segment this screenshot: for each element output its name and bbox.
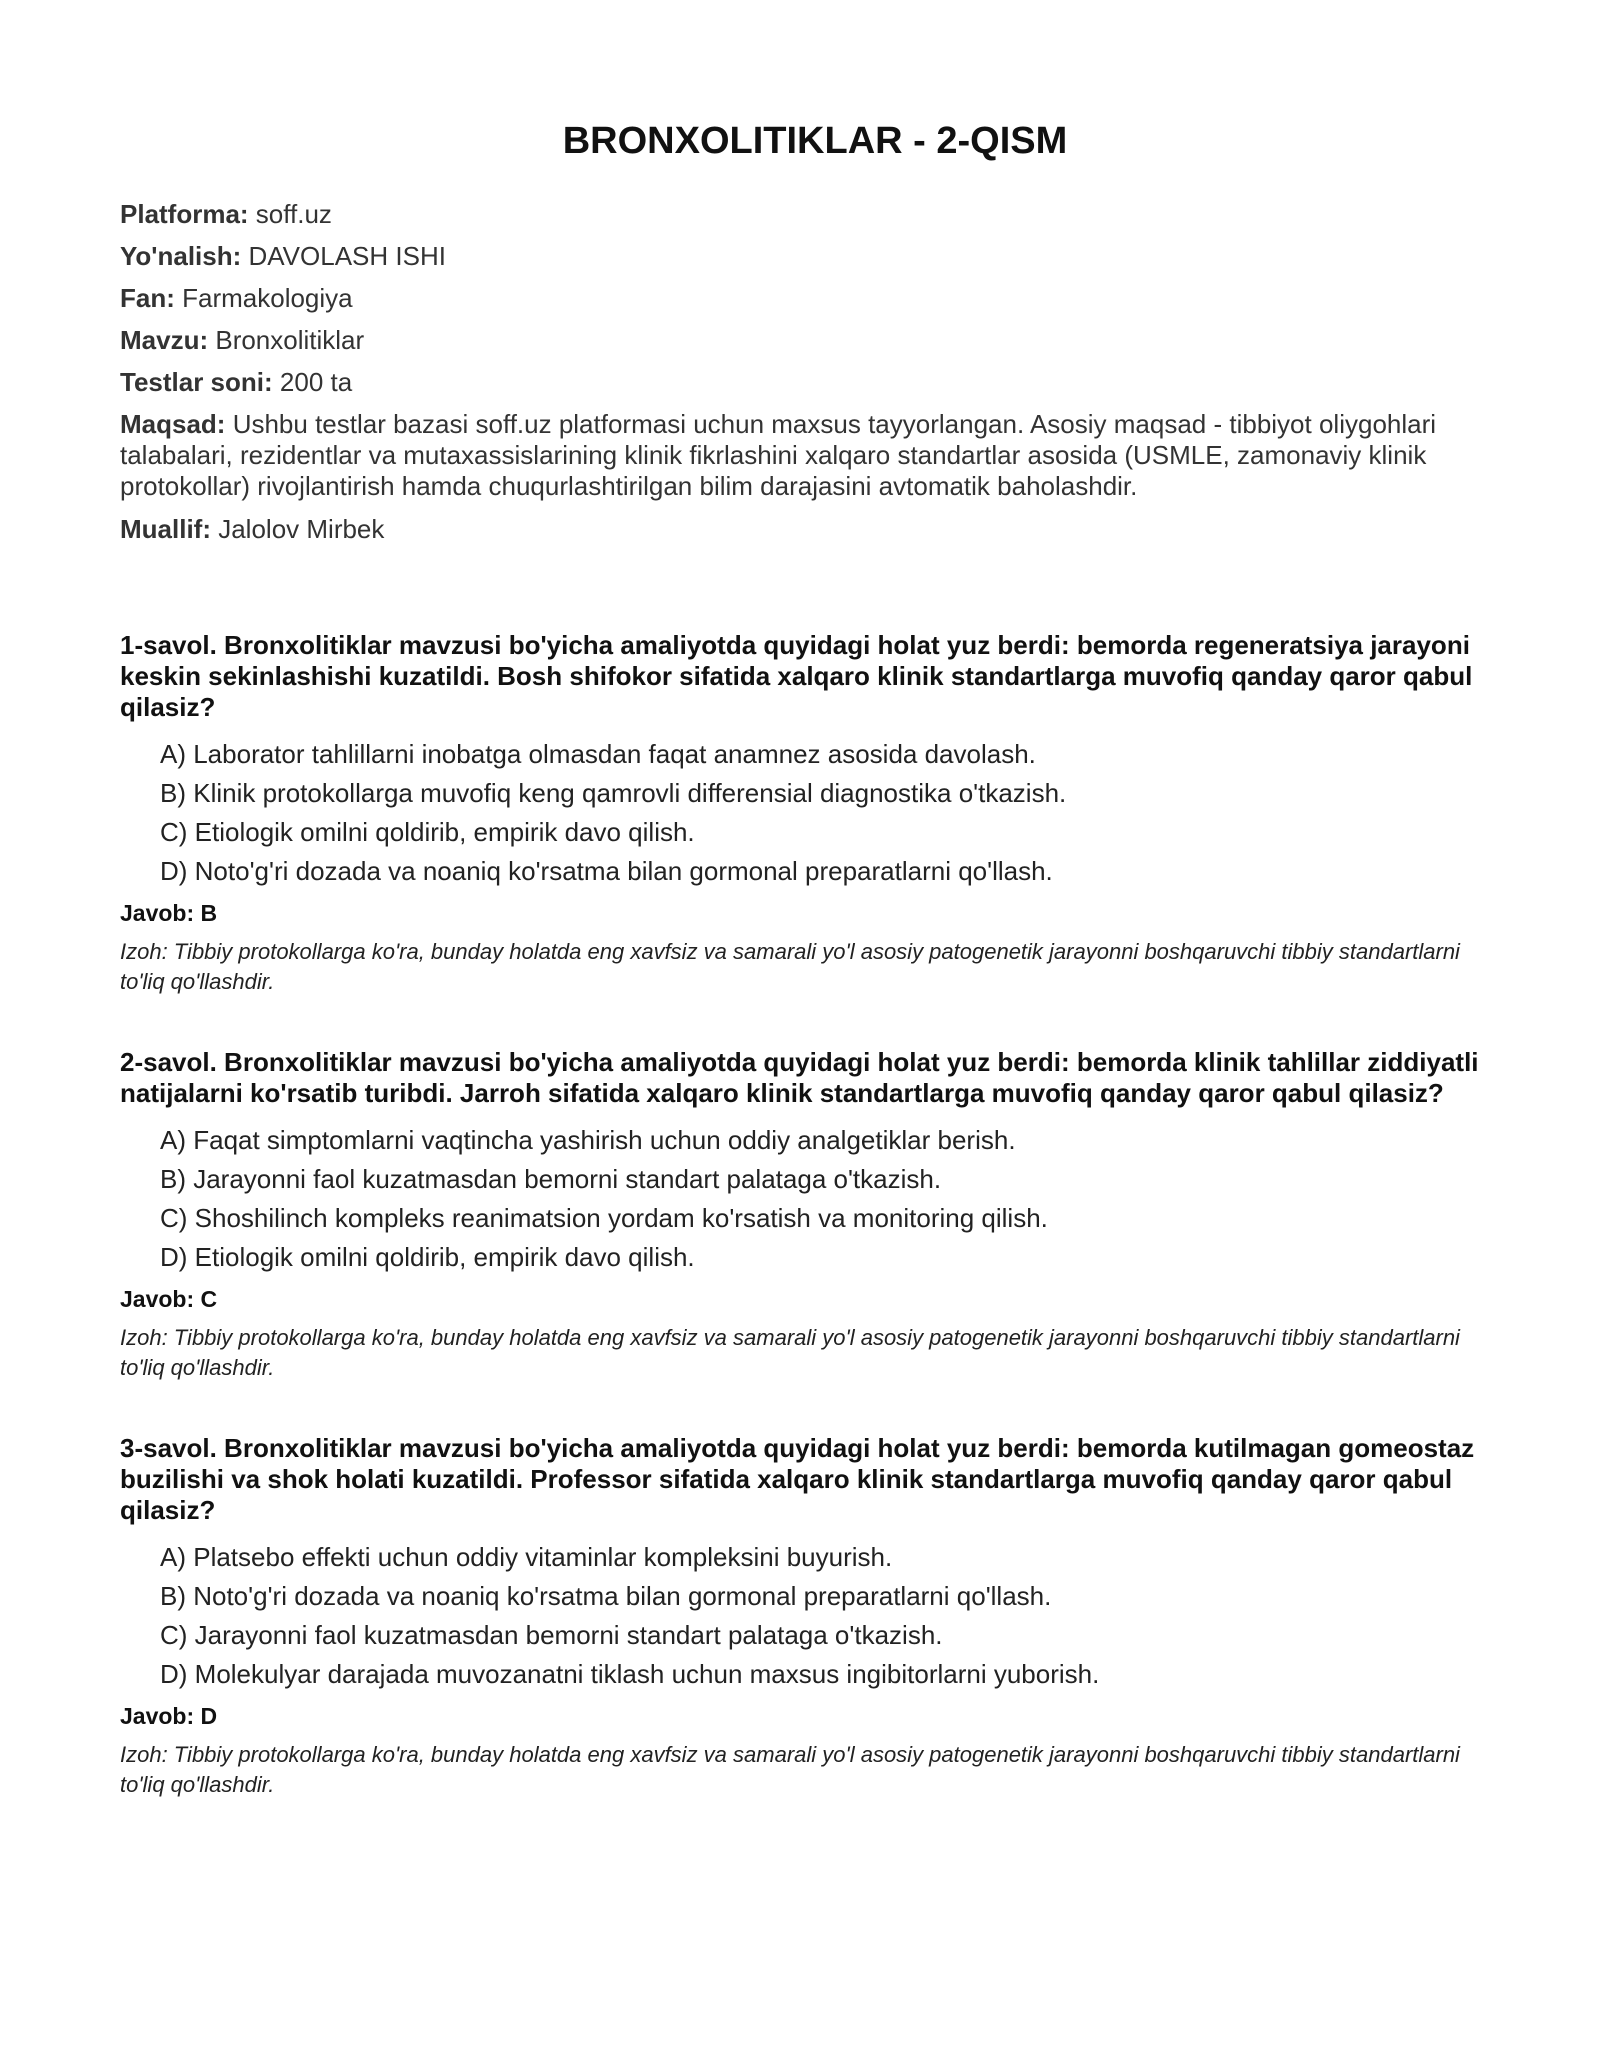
explanation-note: Izoh: Tibbiy protokollarga ko'ra, bunday holatda eng xavfsiz va samarali yo'l asosiy patogenetik jarayonni boshqaruvchi tibbiy standartlarni to'liq qo'llashdir. — [120, 1325, 1460, 1380]
option-b: B) Jarayonni faol kuzatmasdan bemorni standart palataga o'tkazish. — [160, 1164, 942, 1194]
option-d: D) Noto'g'ri dozada va noaniq ko'rsatma bilan gormonal preparatlarni qo'llash. — [160, 856, 1053, 886]
question-text: 3-savol. Bronxolitiklar mavzusi bo'yicha amaliyotda quyidagi holat yuz berdi: bemorda kutilmagan gomeostaz buzilishi va shok holati kuzatildi. Professor sifatida xalqaro klinik standartlarga muvofiq qanday qaror qabul qilasiz? — [120, 1433, 1475, 1525]
meta-platform — [120, 199, 1490, 229]
meta-platform-value: soff.uz — [248, 199, 332, 229]
explanation-note: Izoh: Tibbiy protokollarga ko'ra, bunday holatda eng xavfsiz va samarali yo'l asosiy patogenetik jarayonni boshqaruvchi tibbiy standartlarni to'liq qo'llashdir. — [120, 1742, 1460, 1797]
explanation-note: Izoh: Tibbiy protokollarga ko'ra, bunday holatda eng xavfsiz va samarali yo'l asosiy patogenetik jarayonni boshqaruvchi tibbiy standartlarni to'liq qo'llashdir. — [120, 939, 1460, 994]
meta-count — [120, 367, 1490, 397]
meta-platform-label: Platforma: — [120, 199, 249, 229]
meta-topic-value: Bronxolitiklar — [208, 325, 365, 355]
option-a: A) Faqat simptomlarni vaqtincha yashirish uchun oddiy analgetiklar berish. — [160, 1125, 1016, 1155]
page-title: BRONXOLITIKLAR - 2-QISM — [562, 120, 1068, 162]
meta-subject — [120, 283, 1490, 313]
questions-list — [120, 630, 1490, 1800]
meta-count-value: 200 ta — [272, 367, 353, 397]
option-d: D) Etiologik omilni qoldirib, empirik davo qilish. — [160, 1242, 695, 1272]
option-c: C) Shoshilinch kompleks reanimatsion yordam ko'rsatish va monitoring qilish. — [160, 1203, 1048, 1233]
question-text: 2-savol. Bronxolitiklar mavzusi bo'yicha amaliyotda quyidagi holat yuz berdi: bemorda klinik tahlillar ziddiyatli natijalarni ko'rsatib turibdi. Jarroh sifatida xalqaro klinik standartlarga muvofiq qanday qaror qabul qilasiz? — [120, 1047, 1479, 1108]
meta-block — [120, 199, 1490, 544]
meta-author — [120, 514, 1490, 544]
meta-purpose-value: Ushbu testlar bazasi soff.uz platformasi uchun maxsus tayyorlangan. Asosiy maqsad - tibbiyot oliygohlari talabalari, rezidentlar va mutaxassislarining klinik fikrlashini xalqaro standartlar asosida (USMLE, zamonaviy klinik protokollar) rivojlantirish hamda chuqurlashtirilgan bilim darajasini avtomatik baholashdir. — [120, 409, 1437, 501]
meta-purpose-label: Maqsad: — [120, 409, 226, 439]
option-c: C) Etiologik omilni qoldirib, empirik davo qilish. — [160, 817, 695, 847]
answer-label: Javob: B — [120, 900, 218, 926]
option-a: A) Laborator tahlillarni inobatga olmasdan faqat anamnez asosida davolash. — [160, 739, 1036, 769]
option-a: A) Platsebo effekti uchun oddiy vitaminlar kompleksini buyurish. — [160, 1542, 893, 1572]
meta-direction-label: Yo'nalish: — [120, 241, 242, 271]
meta-topic — [120, 325, 1490, 355]
options-list — [120, 1125, 1490, 1272]
options-list — [120, 739, 1490, 886]
option-b: B) Noto'g'ri dozada va noaniq ko'rsatma bilan gormonal preparatlarni qo'llash. — [160, 1581, 1052, 1611]
option-d: D) Molekulyar darajada muvozanatni tiklash uchun maxsus ingibitorlarni yuborish. — [160, 1659, 1100, 1689]
option-b: B) Klinik protokollarga muvofiq keng qamrovli differensial diagnostika o'tkazish. — [160, 778, 1067, 808]
meta-direction-value: DAVOLASH ISHI — [241, 241, 446, 271]
meta-direction — [120, 241, 1490, 271]
meta-author-value: Jalolov Mirbek — [211, 514, 385, 544]
meta-count-label: Testlar soni: — [120, 367, 273, 397]
options-list — [120, 1542, 1490, 1689]
question-text: 1-savol. Bronxolitiklar mavzusi bo'yicha amaliyotda quyidagi holat yuz berdi: bemorda regeneratsiya jarayoni keskin sekinlashishi kuzatildi. Bosh shifokor sifatida xalqaro klinik standartlarga muvofiq qanday qaror qabul qilasiz? — [120, 630, 1473, 722]
question-3 — [120, 1433, 1490, 1800]
document-page — [120, 120, 1490, 1850]
question-1 — [120, 630, 1490, 997]
meta-author-label: Muallif: — [120, 514, 211, 544]
answer-label: Javob: D — [120, 1703, 218, 1729]
meta-purpose — [120, 409, 1490, 502]
meta-subject-value: Farmakologiya — [174, 283, 353, 313]
meta-topic-label: Mavzu: — [120, 325, 209, 355]
meta-subject-label: Fan: — [120, 283, 175, 313]
option-c: C) Jarayonni faol kuzatmasdan bemorni standart palataga o'tkazish. — [160, 1620, 943, 1650]
question-2 — [120, 1047, 1490, 1383]
answer-label: Javob: C — [120, 1286, 218, 1312]
